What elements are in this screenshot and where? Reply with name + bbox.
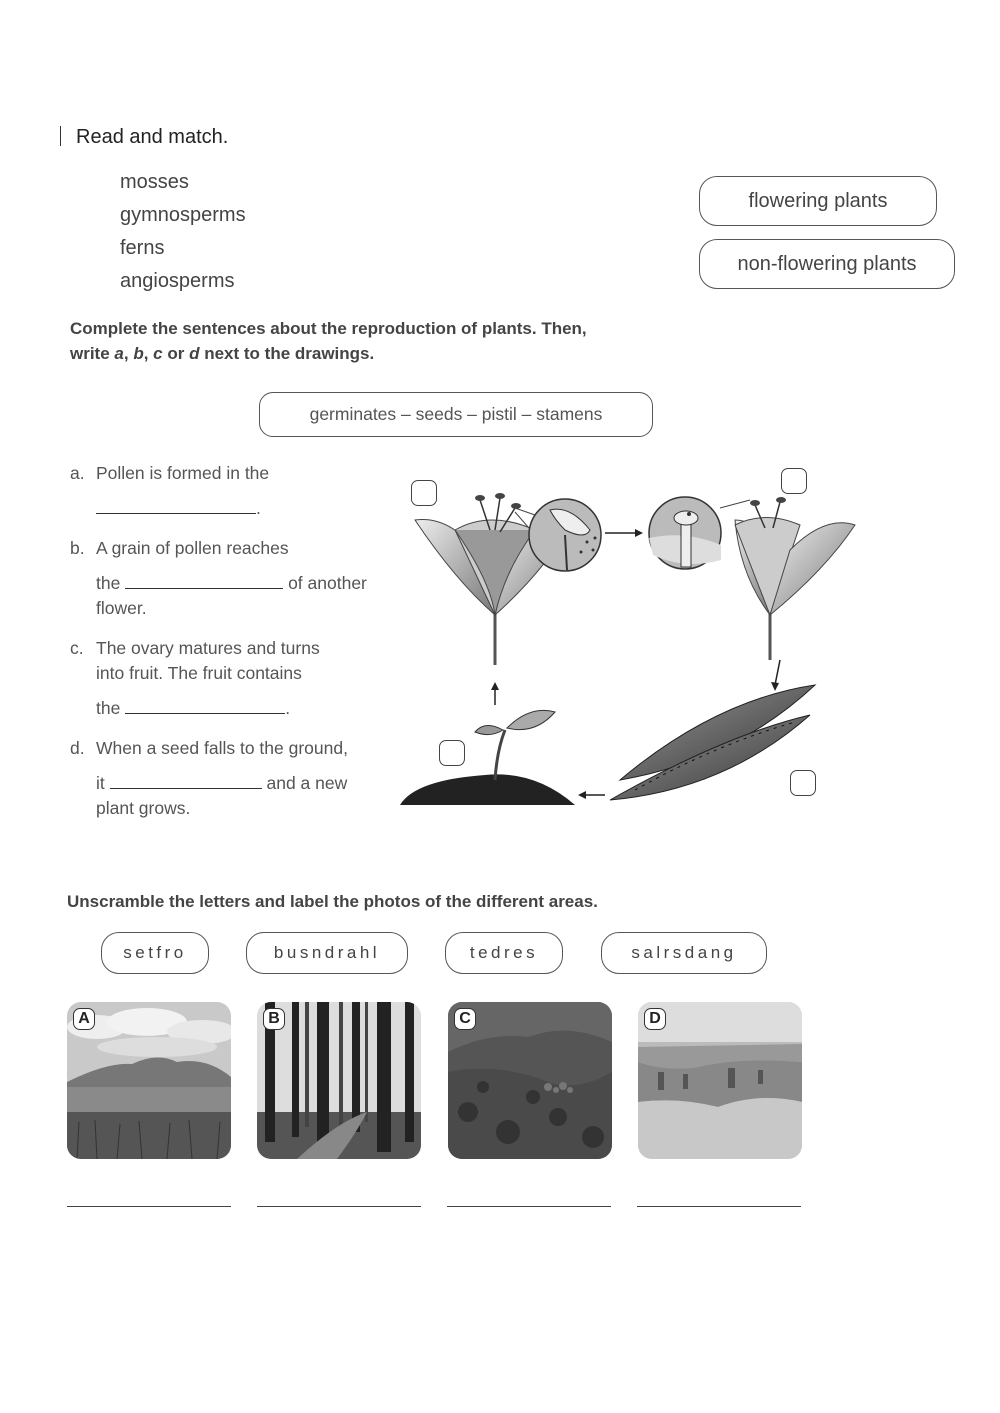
sentence-b-line3: flower. [96, 598, 147, 618]
sentence-c-line2: into fruit. The fruit contains [96, 663, 302, 683]
seedling-illustration [400, 710, 575, 805]
section2-instruction-line1: Complete the sentences about the reproduction of plants. Then, [70, 319, 587, 338]
photo-label-c: C [454, 1008, 476, 1030]
scrambled-word-1: setfro [101, 932, 209, 974]
blank-b[interactable] [125, 572, 283, 589]
section1-title: Read and match. [76, 126, 229, 148]
answer-box-pistil[interactable] [781, 468, 807, 494]
blank-a[interactable] [96, 497, 256, 514]
blank-d[interactable] [110, 772, 262, 789]
plant-reproduction-diagram [395, 460, 865, 820]
match-word-mosses[interactable]: mosses [120, 171, 189, 193]
category-flowering-plants[interactable]: flowering plants [699, 176, 937, 226]
answer-box-seedling[interactable] [439, 740, 465, 766]
sentence-d-line2: it and a new [96, 773, 348, 793]
pistil-zoom-illustration [649, 497, 750, 569]
sentence-d-line3: plant grows. [96, 798, 191, 818]
sentence-a-line1: Pollen is formed in the [96, 463, 270, 483]
sentence-c-line1: The ovary matures and turns [96, 638, 320, 658]
sentence-b-letter: b. [70, 538, 85, 558]
scrambled-word-2: busndrahl [246, 932, 408, 974]
sentence-a-letter: a. [70, 463, 85, 483]
sentence-a-line2: . [96, 496, 261, 521]
answer-line-d[interactable] [637, 1206, 801, 1207]
flower-right-illustration [735, 497, 855, 660]
answer-line-c[interactable] [447, 1206, 611, 1207]
photo-label-a: A [73, 1008, 95, 1030]
seed-pod-illustration [610, 685, 815, 800]
answer-line-a[interactable] [67, 1206, 231, 1207]
sentence-b-line2: the of another [96, 573, 367, 593]
section2-instruction-line2: write a, b, c or d next to the drawings. [70, 344, 375, 363]
scrambled-word-3: tedres [445, 932, 563, 974]
answer-box-fruit[interactable] [790, 770, 816, 796]
section3-instruction: Unscramble the letters and label the photos of the different areas. [67, 892, 598, 911]
margin-bar [60, 126, 61, 146]
match-word-angiosperms[interactable]: angiosperms [120, 270, 235, 292]
word-bank: germinates – seeds – pistil – stamens [259, 392, 653, 437]
sentence-d-line1: When a seed falls to the ground, [96, 738, 348, 758]
sentence-c-letter: c. [70, 638, 84, 658]
category-non-flowering-plants[interactable]: non-flowering plants [699, 239, 955, 289]
blank-c[interactable] [125, 697, 285, 714]
answer-line-b[interactable] [257, 1206, 421, 1207]
sentence-d-letter: d. [70, 738, 85, 758]
photo-label-d: D [644, 1008, 666, 1030]
photo-label-b: B [263, 1008, 285, 1030]
match-word-ferns[interactable]: ferns [120, 237, 165, 259]
answer-box-pollen[interactable] [411, 480, 437, 506]
match-word-gymnosperms[interactable]: gymnosperms [120, 204, 246, 226]
sentence-b-line1: A grain of pollen reaches [96, 538, 289, 558]
sentence-c-line3: the . [96, 698, 291, 718]
scrambled-word-4: salrsdang [601, 932, 767, 974]
